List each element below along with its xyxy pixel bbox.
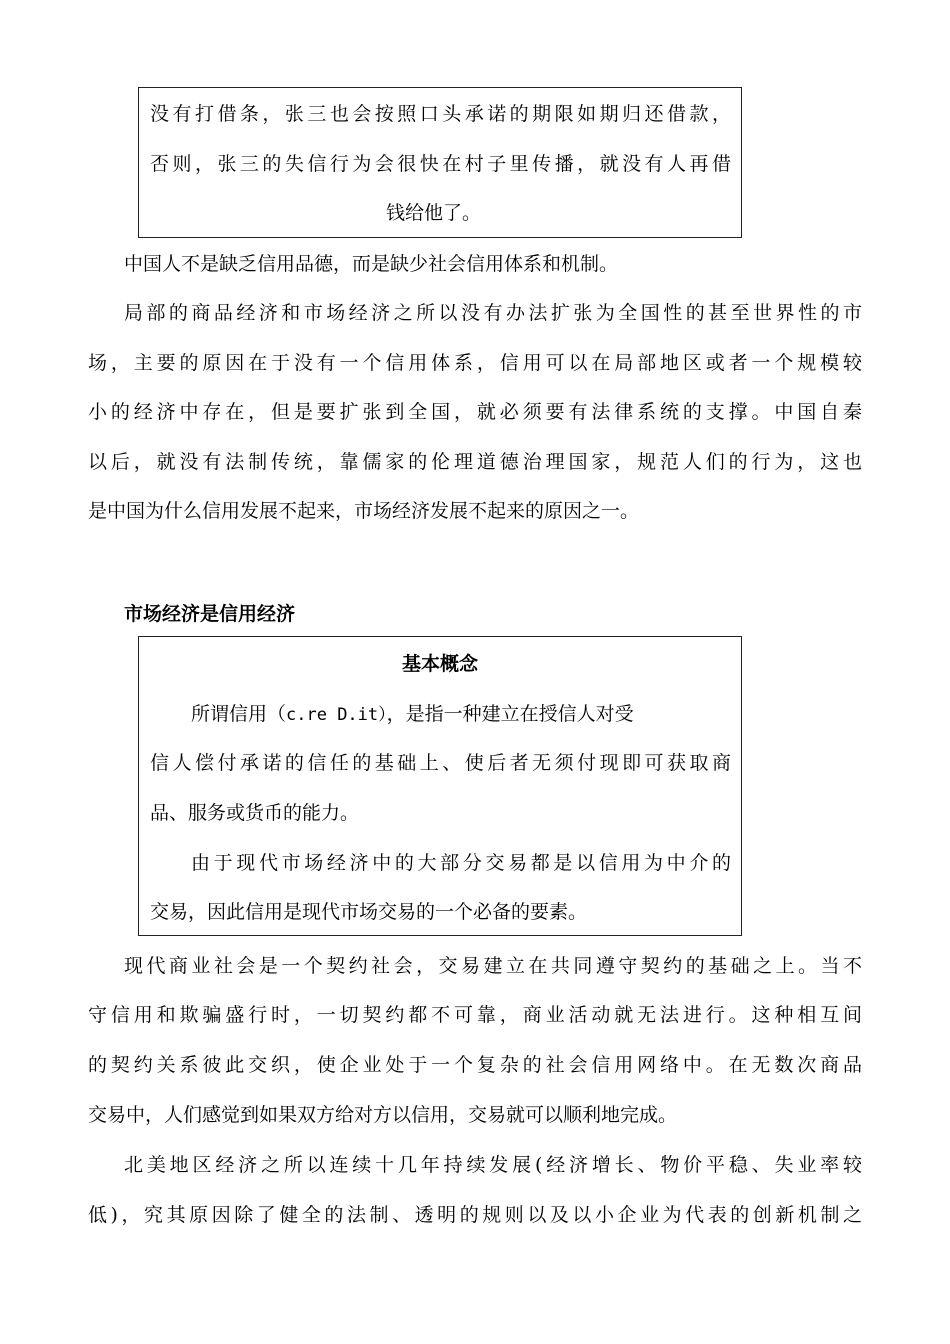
paragraph-line: 场，主要的原因在于没有一个信用体系，信用可以在局部地区或者一个规模较: [88, 352, 862, 374]
paragraph-line: 低)，究其原因除了健全的法制、透明的规则以及以小企业为代表的创新机制之: [88, 1204, 862, 1226]
paragraph-line: 交易中，人们感觉到如果双方给对方以信用，交易就可以顺利地完成。: [88, 1104, 678, 1126]
concept-line: 品、服务或货币的能力。: [150, 802, 360, 824]
credit-term: c.re D.it）: [286, 705, 387, 725]
paragraph-line: 北美地区经济之所以连续十几年持续发展(经济增长、物价平稳、失业率较: [124, 1154, 862, 1176]
concept-line: 由于现代市场经济中的大部分交易都是以信用为中介的: [191, 852, 731, 874]
concept-definition-suffix: ，是指一种建立在授信人对受: [386, 703, 634, 725]
story-line-3: 钱给他了。: [386, 202, 482, 224]
concept-definition-line: [191, 702, 634, 727]
paragraph-line: 是中国为什么信用发展不起来，市场经济发展不起来的原因之一。: [88, 500, 640, 522]
paragraph-line: 的契约关系彼此交织，使企业处于一个复杂的社会信用网络中。在无数次商品: [88, 1054, 862, 1076]
concept-line: 交易，因此信用是现代市场交易的一个必备的要素。: [150, 901, 588, 923]
paragraph-line: 中国人不是缺乏信用品德，而是缺少社会信用体系和机制。: [124, 253, 619, 275]
concept-box: [138, 636, 742, 936]
story-line-1: 没有打借条，张三也会按照口头承诺的期限如期归还借款，: [150, 103, 731, 125]
paragraph-line: 局部的商品经济和市场经济之所以没有办法扩张为全国性的甚至世界性的市: [124, 302, 862, 324]
paragraph-line: 现代商业社会是一个契约社会，交易建立在共同遵守契约的基础之上。当不: [124, 955, 862, 977]
paragraph-line: 以后，就没有法制传统，靠儒家的伦理道德治理国家，规范人们的行为，这也: [88, 451, 862, 473]
story-line-2: 否则，张三的失信行为会很快在村子里传播，就没有人再借: [150, 153, 731, 175]
paragraph-line: 小的经济中存在，但是要扩张到全国，就必须要有法律系统的支撑。中国自秦: [88, 401, 862, 423]
concept-line: 信人偿付承诺的信任的基础上、使后者无须付现即可获取商: [150, 752, 731, 774]
paragraph-line: 守信用和欺骗盛行时，一切契约都不可靠，商业活动就无法进行。这种相互间: [88, 1004, 862, 1026]
concept-box-title: 基本概念: [401, 653, 478, 675]
concept-definition-prefix: 所谓信用（: [191, 703, 287, 725]
section-heading: 市场经济是信用经济: [124, 603, 296, 625]
